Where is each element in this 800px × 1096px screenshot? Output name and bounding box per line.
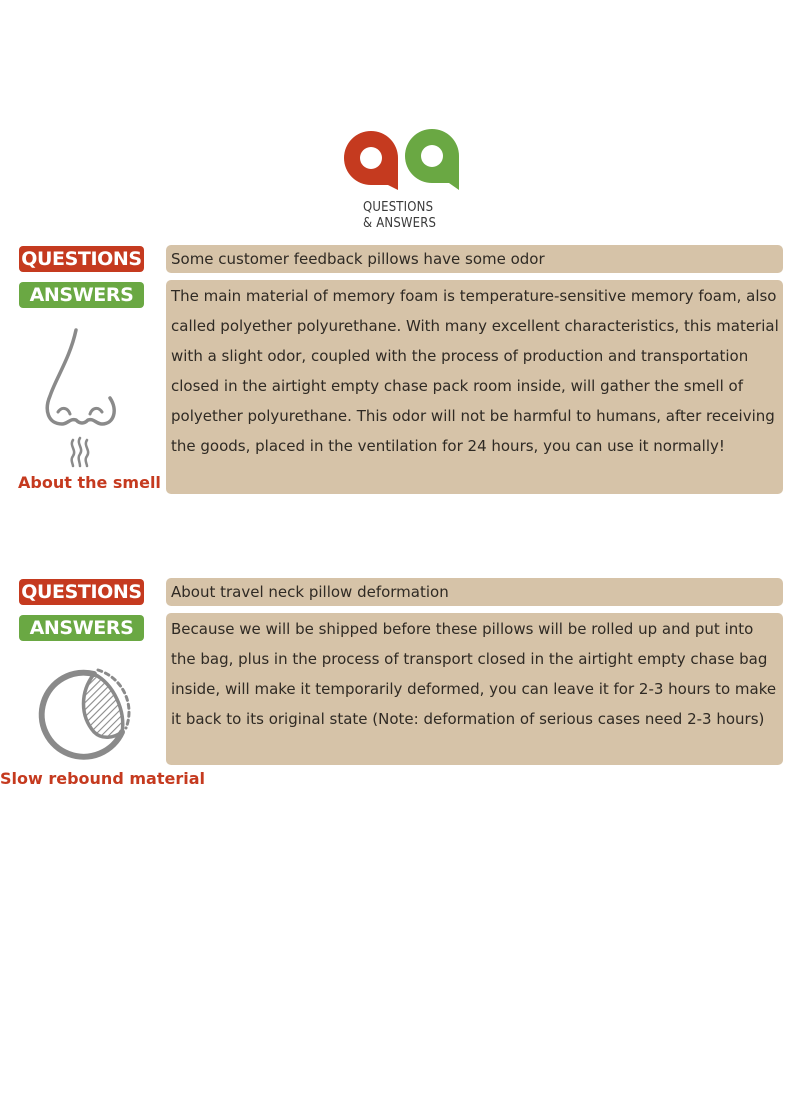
logo-text-line1: QUESTIONS xyxy=(363,200,434,215)
qa-logo xyxy=(335,118,465,238)
question-box: Some customer feedback pillows have some odor xyxy=(166,245,783,273)
questions-tag: QUESTIONS xyxy=(19,579,144,605)
answers-tag: ANSWERS xyxy=(19,282,144,308)
caption-about-smell: About the smell xyxy=(18,473,161,492)
answer-box: The main material of memory foam is temperature-sensitive memory foam, also called polyether polyurethane. With many excellent characteristics, this material with a slight odor, coupled with the process of production and transportation closed in the airtight empty chase pack room inside, will gather the smell of polyether polyurethane. This odor will not be harmful to humans, after receiving the goods, placed in the ventilation for 24 hours, you can use it normally! xyxy=(166,280,783,494)
answer-box: Because we will be shipped before these pillows will be rolled up and put into the bag, plus in the process of transport closed in the airtight empty chase bag inside, will make it temporarily deformed, you can leave it for 2-3 hours to make it back to its original state (Note: deformation of serious cases need 2-3 hours) xyxy=(166,613,783,765)
logo-text-line2: & ANSWERS xyxy=(363,216,437,231)
qa-logo-icon xyxy=(343,122,463,198)
question-box: About travel neck pillow deformation xyxy=(166,578,783,606)
logo-text xyxy=(363,200,436,232)
caption-slow-rebound: Slow rebound material xyxy=(0,769,205,788)
answers-tag: ANSWERS xyxy=(19,615,144,641)
nose-icon xyxy=(40,328,120,474)
questions-tag: QUESTIONS xyxy=(19,246,144,272)
rebound-foam-icon xyxy=(36,666,132,766)
